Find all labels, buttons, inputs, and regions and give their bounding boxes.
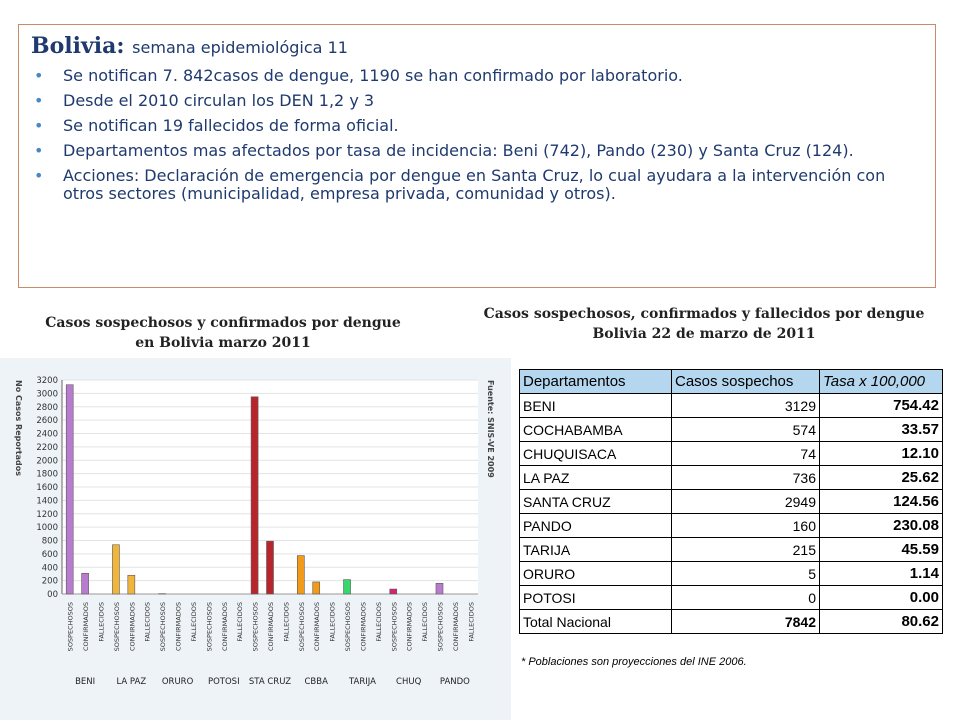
cell-departamento: BENI: [520, 394, 672, 418]
bullet-item: [31, 167, 916, 203]
cell-tasa: 45.59: [820, 538, 943, 562]
bar-tarija-sospechosos: [344, 580, 351, 594]
cell-tasa: 80.62: [820, 610, 943, 634]
bar-beni-sospechosos: [66, 385, 73, 594]
chart-caption-line2: en Bolivia marzo 2011: [8, 333, 438, 353]
x-tick-label: SOSPECHOSOS: [67, 602, 75, 651]
table-caption-line2: Bolivia 22 de marzo de 2011: [448, 324, 960, 344]
x-tick-label: SOSPECHOSOS: [436, 602, 444, 651]
cell-casos: 0: [672, 586, 820, 610]
table-caption: [448, 304, 960, 344]
x-tick-label: CONFIRMADOS: [406, 602, 414, 651]
table-row: [520, 538, 943, 562]
x-tick-label: CONFIRMADOS: [175, 602, 183, 651]
group-label: TARIJA: [348, 677, 376, 687]
summary-box: [18, 24, 936, 288]
cell-tasa: 0.00: [820, 586, 943, 610]
y-tick-label: 3200: [36, 376, 58, 386]
cell-casos: 5: [672, 562, 820, 586]
x-tick-label: FALLECIDOS: [144, 602, 152, 642]
bar-cbba-sospechosos: [297, 556, 304, 594]
cell-casos: 160: [672, 514, 820, 538]
x-tick-label: CONFIRMADOS: [452, 602, 460, 651]
y-axis-label: No Casos Reportados: [14, 380, 23, 476]
x-tick-label: SOSPECHOSOS: [252, 602, 260, 651]
cell-tasa: 754.42: [820, 394, 943, 418]
x-tick-label: CONFIRMADOS: [221, 602, 229, 651]
bullet-list: [31, 67, 916, 210]
x-tick-label: SOSPECHOSOS: [390, 602, 398, 651]
y-tick-label: 1400: [36, 496, 58, 506]
cell-casos: 3129: [672, 394, 820, 418]
cell-departamento: Total Nacional: [520, 610, 672, 634]
bullet-item: [31, 92, 916, 110]
x-tick-label: CONFIRMADOS: [267, 602, 275, 651]
x-tick-label: FALLECIDOS: [190, 602, 198, 642]
cell-departamento: POTOSI: [520, 586, 672, 610]
x-tick-label: SOSPECHOSOS: [298, 602, 306, 651]
x-tick-label: SOSPECHOSOS: [205, 602, 213, 651]
cell-departamento: TARIJA: [520, 538, 672, 562]
bar-sta-cruz-confirmados: [267, 541, 274, 594]
y-tick-label: 1600: [36, 483, 58, 493]
source-label: Fuente: SNIS-VE 2009: [486, 380, 495, 478]
y-tick-label: 2000: [36, 456, 58, 466]
y-tick-label: 3000: [36, 389, 58, 399]
y-tick-label: 2800: [36, 403, 58, 413]
cell-casos: 574: [672, 418, 820, 442]
y-tick-label: 2400: [36, 430, 58, 440]
x-tick-label: FALLECIDOS: [467, 602, 475, 642]
cell-tasa: 12.10: [820, 442, 943, 466]
group-label: LA PAZ: [116, 677, 146, 687]
bar-chuq-sospechosos: [390, 589, 397, 594]
bullet-dot-icon: •: [34, 167, 43, 185]
cell-tasa: 33.57: [820, 418, 943, 442]
bullet-item: [31, 67, 916, 85]
x-tick-label: CONFIRMADOS: [313, 602, 321, 651]
x-tick-label: FALLECIDOS: [236, 602, 244, 642]
bullet-text: Se notifican 7. 842casos de dengue, 1190 se han confirmado por laboratorio.: [63, 66, 683, 85]
cell-departamento: ORURO: [520, 562, 672, 586]
chart-caption-line1: Casos sospechosos y confirmados por dengue: [8, 313, 438, 333]
bar-pando-sospechosos: [436, 583, 443, 594]
table-caption-line1: Casos sospechosos, confirmados y fallecidos por dengue: [448, 304, 960, 324]
cell-departamento: COCHABAMBA: [520, 418, 672, 442]
table-header-row: [520, 370, 943, 394]
cell-departamento: PANDO: [520, 514, 672, 538]
header-casos: Casos sospechos: [672, 370, 820, 394]
bar-la-paz-confirmados: [128, 575, 135, 594]
cell-departamento: LA PAZ: [520, 466, 672, 490]
group-label: BENI: [75, 677, 95, 687]
y-tick-label: 1200: [36, 510, 58, 520]
table-row: [520, 466, 943, 490]
x-tick-label: SOSPECHOSOS: [159, 602, 167, 651]
x-tick-label: CONFIRMADOS: [359, 602, 367, 651]
bullet-text: Acciones: Declaración de emergencia por dengue en Santa Cruz, lo cual ayudara a la intervención con otros sectores (municipalidad, empresa privada, comunidad y otros).: [63, 166, 885, 203]
x-tick-label: FALLECIDOS: [282, 602, 290, 642]
y-tick-label: 2600: [36, 416, 58, 426]
y-tick-label: 600: [42, 550, 58, 560]
group-label: ORURO: [162, 677, 194, 687]
header-departamentos: Departamentos: [520, 370, 672, 394]
table-row: [520, 394, 943, 418]
title-country: Bolivia:: [31, 33, 125, 59]
cell-casos: 215: [672, 538, 820, 562]
cell-casos: 7842: [672, 610, 820, 634]
group-label: CHUQ: [396, 677, 422, 687]
cell-tasa: 1.14: [820, 562, 943, 586]
bullet-item: [31, 142, 916, 160]
x-tick-label: CONFIRMADOS: [82, 602, 90, 651]
table-row: [520, 442, 943, 466]
chart-caption: [8, 313, 438, 353]
group-label: CBBA: [305, 677, 329, 687]
bar-sta-cruz-sospechosos: [251, 397, 258, 594]
y-tick-label: 800: [42, 537, 58, 547]
y-tick-label: 200: [42, 577, 58, 587]
x-tick-label: FALLECIDOS: [329, 602, 337, 642]
bullet-dot-icon: •: [34, 117, 43, 135]
cell-tasa: 230.08: [820, 514, 943, 538]
table-row: [520, 514, 943, 538]
x-tick-label: FALLECIDOS: [421, 602, 429, 642]
table-row: [520, 490, 943, 514]
header-tasa: Tasa x 100,000: [820, 370, 943, 394]
y-tick-label: 1800: [36, 470, 58, 480]
cell-tasa: 25.62: [820, 466, 943, 490]
y-tick-label: 2200: [36, 443, 58, 453]
group-label: STA CRUZ: [249, 677, 291, 687]
table-row: [520, 418, 943, 442]
group-label: POTOSI: [208, 677, 240, 687]
title-week: semana epidemiológica 11: [132, 38, 348, 57]
bullet-item: [31, 117, 916, 135]
cell-casos: 74: [672, 442, 820, 466]
cell-casos: 736: [672, 466, 820, 490]
x-tick-label: FALLECIDOS: [98, 602, 106, 642]
cell-tasa: 124.56: [820, 490, 943, 514]
y-tick-label: 400: [42, 563, 58, 573]
table-row: [520, 586, 943, 610]
bullet-text: Desde el 2010 circulan los DEN 1,2 y 3: [63, 91, 374, 110]
bullet-dot-icon: •: [34, 142, 43, 160]
x-tick-label: CONFIRMADOS: [128, 602, 136, 651]
dengue-bar-chart: [0, 358, 511, 720]
cell-departamento: SANTA CRUZ: [520, 490, 672, 514]
bullet-dot-icon: •: [34, 67, 43, 85]
y-tick-label: 00: [47, 590, 58, 600]
bullet-text: Se notifican 19 fallecidos de forma oficial.: [63, 116, 399, 135]
cell-departamento: CHUQUISACA: [520, 442, 672, 466]
table-footnote: * Poblaciones son proyecciones del INE 2006.: [521, 656, 747, 668]
x-tick-label: FALLECIDOS: [375, 602, 383, 642]
slide-title: [31, 33, 348, 59]
table-row: [520, 562, 943, 586]
x-tick-label: SOSPECHOSOS: [344, 602, 352, 651]
group-label: PANDO: [440, 677, 470, 687]
bullet-text: Departamentos mas afectados por tasa de incidencia: Beni (742), Pando (230) y Santa Cruz (124).: [63, 141, 854, 160]
chart-panel: [0, 358, 511, 720]
bar-beni-confirmados: [82, 573, 89, 594]
bar-cbba-confirmados: [313, 582, 320, 594]
cell-casos: 2949: [672, 490, 820, 514]
x-tick-label: SOSPECHOSOS: [113, 602, 121, 651]
table-row: [520, 610, 943, 634]
cases-table: [519, 369, 943, 634]
y-tick-label: 1000: [36, 523, 58, 533]
bar-la-paz-sospechosos: [112, 545, 119, 594]
bullet-dot-icon: •: [34, 92, 43, 110]
